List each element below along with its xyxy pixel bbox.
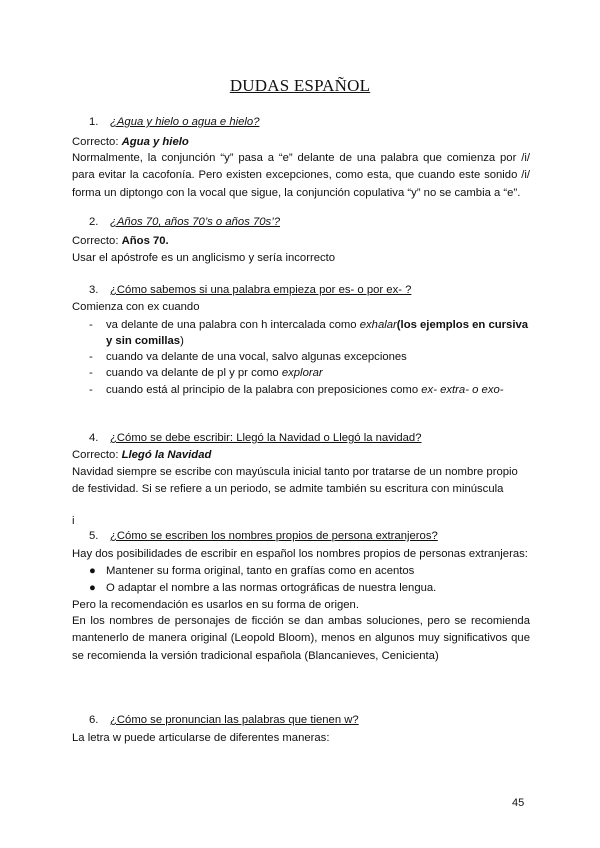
intro-5: Hay dos posibilidades de escribir en español los nombres propios de personas extranjeras: [72, 548, 528, 560]
body-5: En los nombres de personajes de ficción se dan ambas soluciones, pero se recomienda mantenerlo de manera original (Leopold Bloom), menos en algunos muy significativos que se recomienda la versión tradicional española (Blancanieves, Cenicienta) [72, 615, 530, 662]
list-item: - cuando va delante de pl y pr como explorar [89, 367, 323, 379]
question-2: 2. ¿Años 70, años 70’s o años 70s’? [89, 216, 280, 228]
body-2: Usar el apóstrofe es un anglicismo y sería incorrecto [72, 252, 336, 264]
intro-3: Comienza con ex cuando [72, 301, 200, 313]
correct-4: Correcto: Llegó la Navidad [72, 449, 212, 461]
stray-char: i [72, 515, 75, 527]
page-title: DUDAS ESPAÑOL [229, 76, 371, 95]
list-item: - cuando va delante de una vocal, salvo algunas excepciones [89, 351, 407, 363]
question-5: 5. ¿Cómo se escriben los nombres propios de persona extranjeros? [89, 530, 438, 542]
page-number: 45 [512, 797, 525, 809]
body-1: Normalmente, la conjunción “y” pasa a “e” delante de una palabra que comienza por /i/ para evitar la cacofonía. Pero existen excepciones, como esta, que cuando este sonido /i/ forma un diptongo con la vocal que sigue, la conjunción copulativa “y” no se cambia a “e”. [72, 152, 530, 199]
correct-2: Correcto: Años 70. [72, 235, 169, 247]
list-item: - cuando está al principio de la palabra con preposiciones como ex- extra- o exo- [89, 384, 504, 396]
bullet-item: ● Mantener su forma original, tanto en grafías como en acentos [89, 565, 415, 577]
body-4: Navidad siempre se escribe con mayúscula inicial tanto por tratarse de un nombre propio de festividad. Si se refiere a un periodo, se admite también su escritura con minúscula [72, 466, 518, 496]
list-item: - va delante de una palabra con h intercalada como exhalar(los ejemplos en cursiva [89, 319, 529, 331]
bullet-item: ● O adaptar el nombre a las normas ortográficas de nuestra lengua. [89, 582, 437, 594]
body-6: La letra w puede articularse de diferentes maneras: [72, 732, 330, 744]
question-6: 6. ¿Cómo se pronuncian las palabras que tienen w? [89, 714, 359, 726]
question-1: 1. ¿Agua y hielo o agua e hielo? [89, 116, 260, 128]
question-3: 3. ¿Cómo sabemos si una palabra empieza por es- o por ex- ? [89, 284, 412, 296]
question-4: 4. ¿Cómo se debe escribir: Llegó la Navidad o Llegó la navidad? [89, 432, 422, 444]
list-item-continuation: y sin comillas) [106, 335, 184, 347]
correct-1: Correcto: Agua y hielo [72, 136, 189, 148]
after-5: Pero la recomendación es usarlos en su forma de origen. [72, 599, 359, 611]
